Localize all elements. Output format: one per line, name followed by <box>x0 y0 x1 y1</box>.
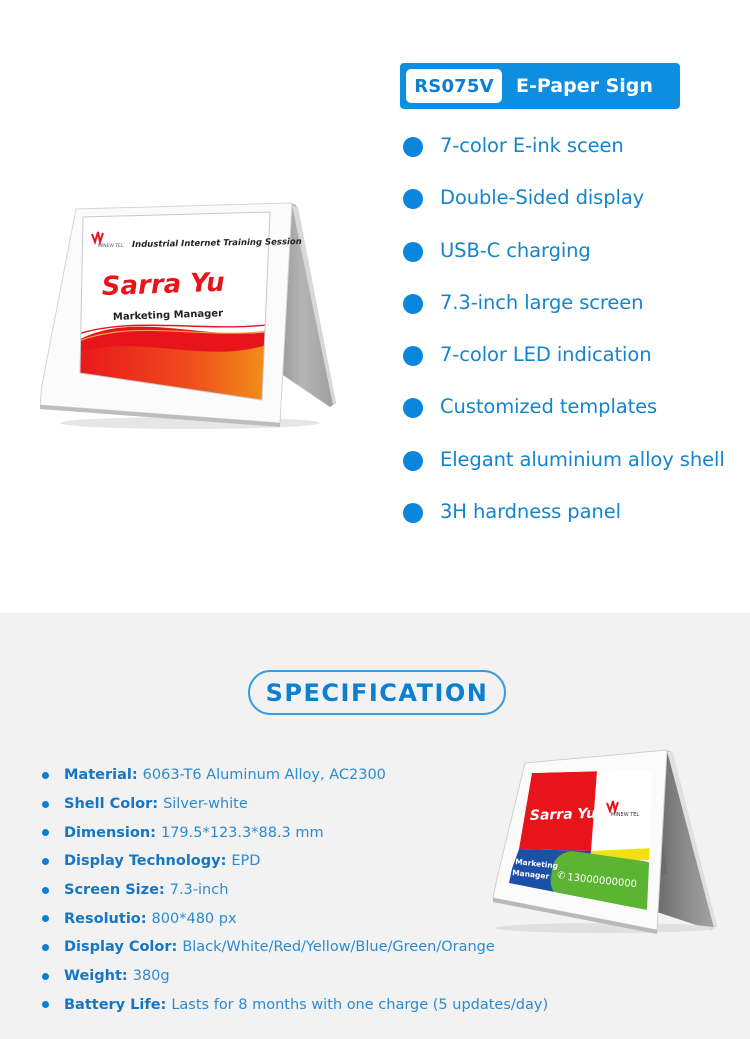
bullet-icon <box>403 503 423 523</box>
bullet-icon <box>42 887 49 894</box>
bullet-icon <box>403 451 423 471</box>
bullet-icon <box>403 189 423 209</box>
bullet-icon <box>42 858 49 865</box>
spec-item-shell-color <box>42 790 548 819</box>
bullet-icon <box>42 1001 49 1008</box>
specification-section <box>0 613 750 1039</box>
spec-value: Lasts for 8 months with one charge (5 updates/day) <box>171 996 549 1013</box>
product-image-color-template <box>485 738 735 938</box>
spec-item-weight <box>42 962 548 991</box>
spec-list <box>42 761 548 1019</box>
badge-title: Marketing Manager <box>112 308 224 323</box>
specification-heading <box>248 670 506 715</box>
bullet-icon <box>42 801 49 808</box>
feature-text: 7.3-inch large screen <box>440 290 644 314</box>
badge-title-line1: Marketing <box>514 857 559 871</box>
spec-item-dimension <box>42 818 548 847</box>
feature-item <box>403 444 725 496</box>
model-number: RS075V <box>406 69 502 103</box>
badge-name: Sarra Yu <box>529 805 597 824</box>
spec-value: 7.3-inch <box>169 882 229 899</box>
product-image-name-badge <box>40 195 360 435</box>
bullet-icon <box>42 944 49 951</box>
product-name: E-Paper Sign <box>516 75 653 97</box>
feature-text: Double-Sided display <box>440 186 645 210</box>
spec-label: Material: <box>64 767 138 784</box>
product-title-badge <box>400 63 680 109</box>
feature-item <box>403 391 725 443</box>
spec-value: Silver-white <box>163 796 248 813</box>
spec-value: EPD <box>231 853 261 870</box>
spec-item-display-technology <box>42 847 548 876</box>
logo-text: MINEW TEL <box>611 812 640 818</box>
badge-phone: 13000000000 <box>566 872 638 891</box>
feature-item <box>403 235 725 287</box>
spec-label: Resolutio: <box>64 910 147 927</box>
spec-value: 800*480 px <box>151 910 237 927</box>
spec-item-resolution <box>42 904 548 933</box>
feature-item <box>403 339 725 391</box>
feature-text: USB-C charging <box>440 238 591 262</box>
feature-item <box>403 287 725 339</box>
logo-text: MINEW TEL <box>98 244 124 249</box>
badge-name: Sarra Yu <box>101 267 226 302</box>
feature-text: Elegant aluminium alloy shell <box>440 447 725 471</box>
bullet-icon <box>42 915 49 922</box>
badge-title-line2: Manager <box>511 868 550 881</box>
spec-label: Weight: <box>64 968 128 985</box>
spec-value: 179.5*123.3*88.3 mm <box>160 824 324 841</box>
bullet-icon <box>42 973 49 980</box>
bullet-icon <box>403 346 423 366</box>
feature-item <box>403 130 725 182</box>
spec-label: Display Color: <box>64 939 178 956</box>
bullet-icon <box>403 242 423 262</box>
feature-text: Customized templates <box>440 395 658 419</box>
feature-list <box>403 130 725 548</box>
bullet-icon <box>403 137 423 157</box>
feature-text: 7-color LED indication <box>440 343 652 367</box>
bullet-icon <box>403 294 423 314</box>
spec-item-material <box>42 761 548 790</box>
spec-item-battery-life <box>42 991 548 1020</box>
feature-text: 7-color E-ink sceen <box>440 134 624 157</box>
spec-label: Battery Life: <box>64 996 167 1013</box>
spec-label: Shell Color: <box>64 796 159 813</box>
spec-label: Screen Size: <box>64 882 165 899</box>
spec-value: 380g <box>132 968 170 985</box>
spec-value: 6063-T6 Aluminum Alloy, AC2300 <box>142 767 386 784</box>
bullet-icon <box>42 772 49 779</box>
event-title: Industrial Internet Training Session <box>131 237 302 250</box>
specification-heading-text: SPECIFICATION <box>265 678 489 707</box>
spec-label: Dimension: <box>64 824 156 841</box>
feature-text: 3H hardness panel <box>440 500 621 524</box>
bullet-icon <box>403 398 423 418</box>
feature-item <box>403 182 725 234</box>
spec-value: Black/White/Red/Yellow/Blue/Green/Orange <box>182 939 495 956</box>
feature-item <box>403 496 725 548</box>
phone-icon: ✆ <box>556 870 566 882</box>
spec-item-display-color <box>42 933 548 962</box>
spec-item-screen-size <box>42 876 548 905</box>
bullet-icon <box>42 829 49 836</box>
spec-label: Display Technology: <box>64 853 227 870</box>
